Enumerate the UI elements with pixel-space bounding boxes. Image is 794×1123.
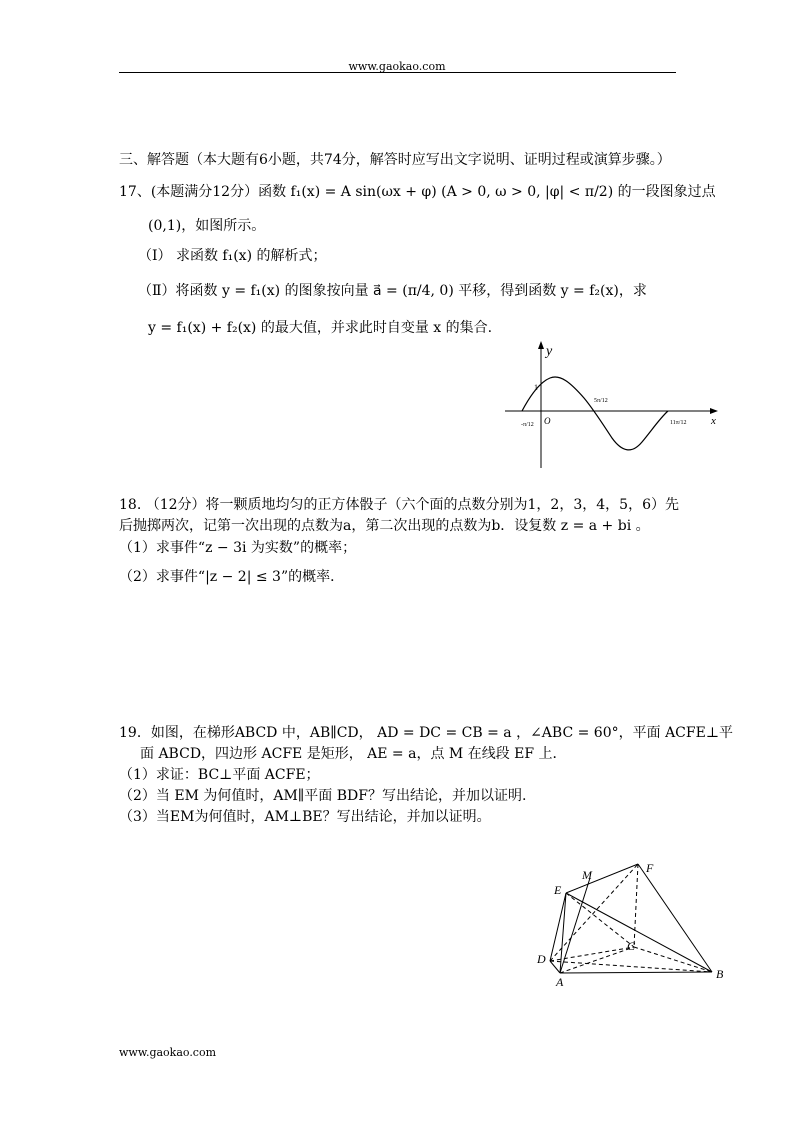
neg-tick-label: -π/12 — [521, 422, 534, 428]
q18-line2: 后抛掷两次，记第一次出现的点数为a，第二次出现的点数为b．设复数 z = a + bi 。 — [119, 518, 650, 534]
q17-part2b: y = f₁(x) + f₂(x) 的最大值，并求此时自变量 x 的集合. — [148, 320, 493, 336]
q19-line1: 19．如图，在梯形ABCD 中，AB∥CD， AD = DC = CB = a ，∠ABC = 60°，平面 ACFE⊥平 — [119, 725, 733, 741]
q19-part2: （2）当 EM 为何值时，AM∥平面 BDF？写出结论，并加以证明. — [119, 788, 527, 804]
q19-line2: 面 ABCD，四边形 ACFE 是矩形， AE = a，点 M 在线段 EF 上． — [140, 746, 567, 762]
y-axis-label: y — [546, 344, 553, 359]
one-label: 1 — [534, 383, 538, 392]
q17-line1: 17、(本题满分12分）函数 f₁(x) = A sin(ωx + φ) (A > 0, ω > 0, |φ| < π/2) 的一段图象过点 — [119, 184, 716, 200]
label-B: B — [716, 967, 724, 981]
mid-tick-label: 5π/12 — [594, 398, 608, 404]
label-C: C — [627, 939, 636, 953]
q17-part2: （Ⅱ）将函数 y = f₁(x) 的图象按向量 a⃗ = (π/4, 0) 平移，得到函数 y = f₂(x)，求 — [138, 283, 647, 299]
label-A: A — [556, 975, 564, 989]
solid-figure — [530, 855, 735, 990]
origin-label: O — [544, 416, 551, 426]
x-axis-arrow — [710, 408, 718, 414]
q17-part1: （Ⅰ） 求函数 f₁(x) 的解析式； — [138, 248, 327, 264]
q18-part1: （1）求事件“z − 3i 为实数”的概率； — [119, 540, 357, 556]
label-M: M — [582, 868, 592, 882]
sine-graph — [500, 338, 725, 473]
q19-part3: （3）当EM为何值时，AM⊥BE？写出结论，并加以证明。 — [119, 809, 491, 825]
q18-line1: 18. （12分）将一颗质地均匀的正方体骰子（六个面的点数分别为1，2，3，4，5，6）先 — [119, 497, 679, 513]
q19-part1: （1）求证：BC⊥平面 ACFE； — [119, 767, 320, 783]
header-site: www.gaokao.com — [348, 60, 446, 73]
footer-site: www.gaokao.com — [119, 1046, 217, 1059]
sine-curve — [522, 377, 668, 450]
y-axis-arrow — [538, 341, 544, 349]
section-title: 三、解答题（本大题有6小题，共74分，解答时应写出文字说明、证明过程或演算步骤。） — [119, 152, 671, 168]
end-tick-label: 11π/12 — [670, 420, 687, 426]
x-axis-label: x — [711, 415, 716, 427]
q17-line2: (0,1)，如图所示。 — [148, 218, 266, 234]
q18-part2: （2）求事件“|z − 2| ≤ 3”的概率． — [119, 569, 345, 585]
label-D: D — [537, 952, 546, 966]
label-F: F — [646, 861, 654, 875]
header-rule — [119, 72, 676, 73]
label-E: E — [554, 883, 562, 897]
